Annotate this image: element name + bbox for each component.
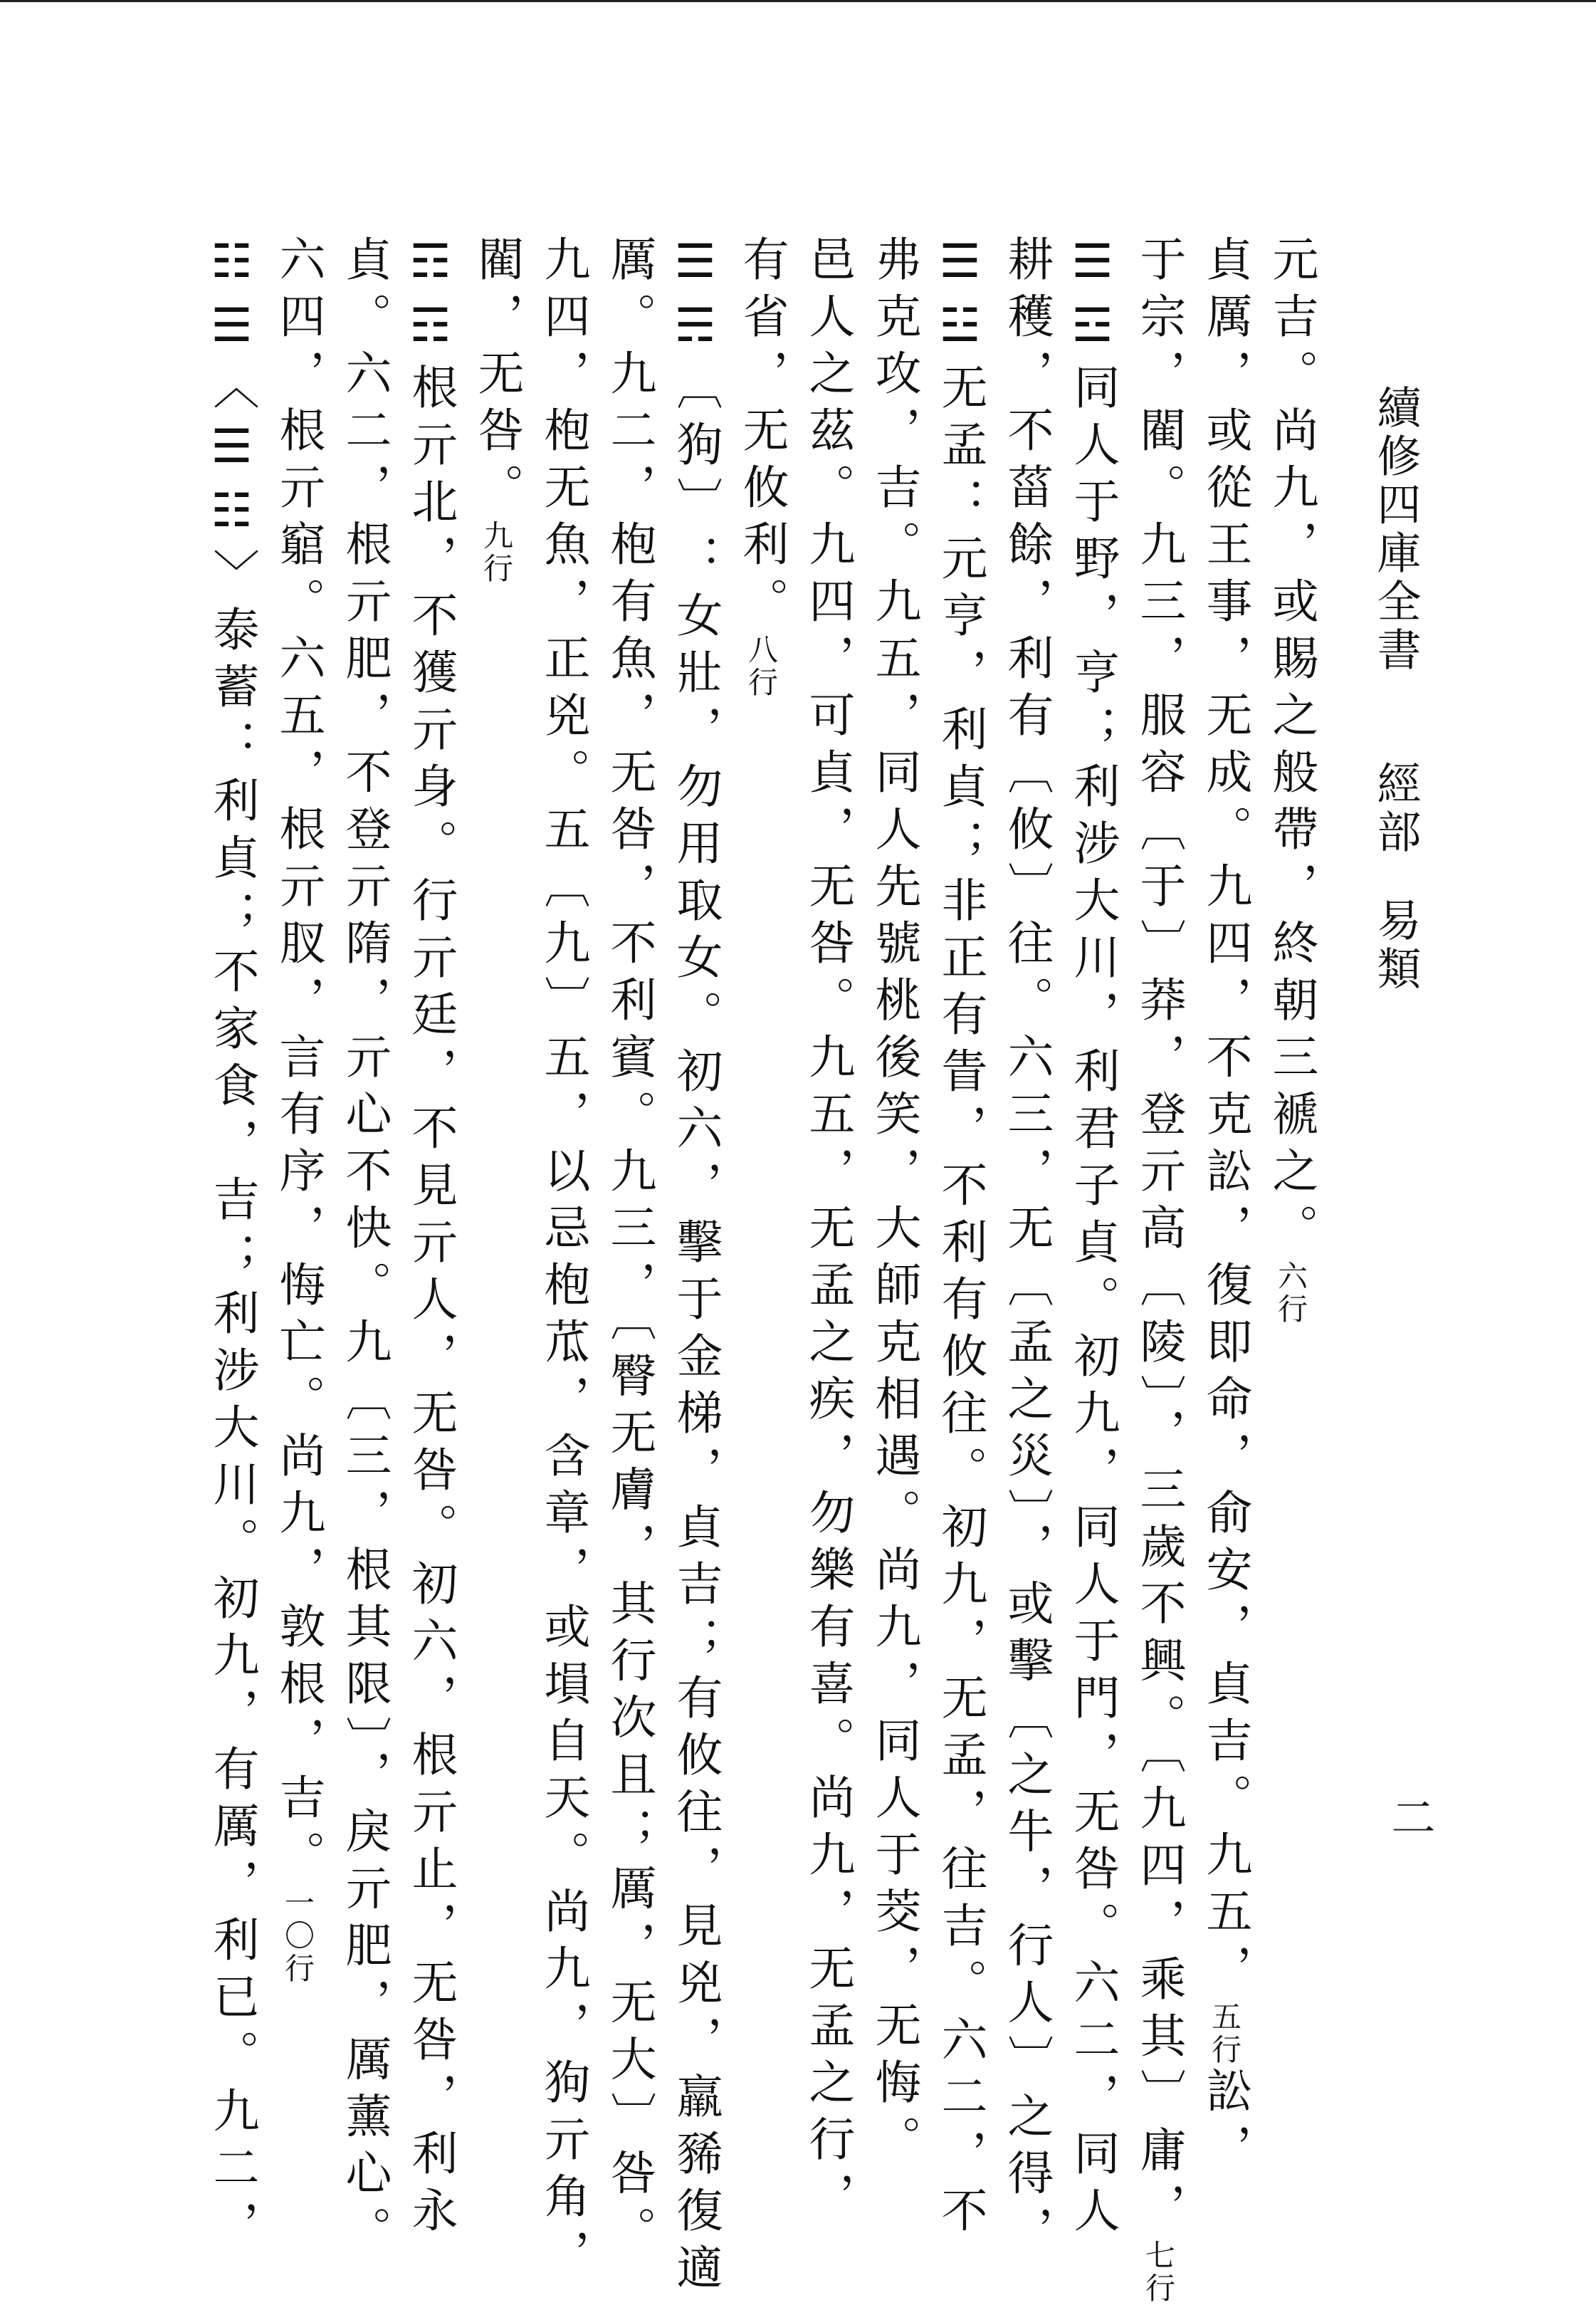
running-header [1367, 385, 1424, 994]
text-column: 六四，根亓竆。六五，根亓肞，言有序，悔亡。尚九，敦根，吉。一〇行 [271, 235, 325, 1985]
text-column: 貞厲，或從王事，无成。九四，不克訟，復即命，俞安，貞吉。九五，五行訟， [1198, 235, 1251, 2180]
text-column: 有省，无攸利。八行 [735, 235, 788, 699]
category-label: 易類 [1370, 897, 1422, 994]
line-count-note: 七行 [1141, 2239, 1176, 2305]
text-column: ☰☴〔狗〕：女壯，勿用取女。初六，擊于金梯，貞吉；有攸往，見兇，羸豨復適 [668, 235, 722, 2300]
section-label: 經部 [1370, 761, 1422, 857]
book-title: 續修四庫全書 [1370, 385, 1422, 675]
text-column: 元吉。尚九，或賜之般帶，終朝三褫之。六行 [1264, 235, 1318, 1326]
line-count-note: 八行 [744, 634, 779, 699]
text-column: 貞。六二，根亓肥，不登亓隋，亓心不快。九〔三，根其限〕，戾亓肥，厲薰心。 [337, 235, 391, 2263]
text-column: 弗克攻，吉。九五，同人先號桃後笑，大師克相遇。尚九，同人于茭，无悔。 [867, 235, 920, 2172]
text-column: ☷☰〈☰☷〉泰蓄：利貞；不家食，吉；利涉大川。初九，有厲，利已。九二， [205, 235, 258, 2257]
line-count-note: 五行 [1207, 2001, 1242, 2066]
text-column: ☰☲同人于野，亨；利涉大川，利君子貞。初九，同人于門，无咎。六二，同人 [1066, 235, 1119, 2243]
text-column: 于宗，閵。九三，服容〔于〕莽，登亓高〔陵〕，三歲不興。〔九四，乘其〕庸，七行 [1132, 235, 1185, 2305]
text-column: ☰☳无孟：元亨，利貞；非正有眚，不利有攸往。初九，无孟，往吉。六二，不 [933, 235, 987, 2243]
text-column: ☶☶根亓北，不獲亓身。行亓廷，不見亓人，无咎。初六，根亓止，无咎，利永 [404, 235, 457, 2243]
text-body [171, 235, 1324, 2305]
text-column: 邑人之茲。九四，可貞，无咎。九五，无孟之疾，勿樂有喜。尚九，无孟之行， [801, 235, 854, 2229]
line-count-note: 六行 [1274, 1260, 1308, 1326]
text-column: 厲。九二，枹有魚，无咎，不利賓。九三，〔臀无膚，其行次且；厲，无大〕咎。 [602, 235, 656, 2263]
text-column: 閵，无咎。九行 [470, 235, 523, 585]
page-number: 二 [1384, 1794, 1436, 1839]
line-count-note: 九行 [479, 520, 514, 585]
top-border-rule [0, 0, 1596, 2]
text-column: 九四，枹无魚，正兇。五〔九〕五，以忌枹苽，含章，或塤自天。尚九，狗亓角， [536, 235, 589, 2286]
text-column: 耕穫，不菑餘，利有〔攸〕往。六三，无〔孟之災〕，或擊〔之牛，行人〕之得， [999, 235, 1053, 2263]
line-count-note: 一〇行 [280, 1887, 315, 1985]
